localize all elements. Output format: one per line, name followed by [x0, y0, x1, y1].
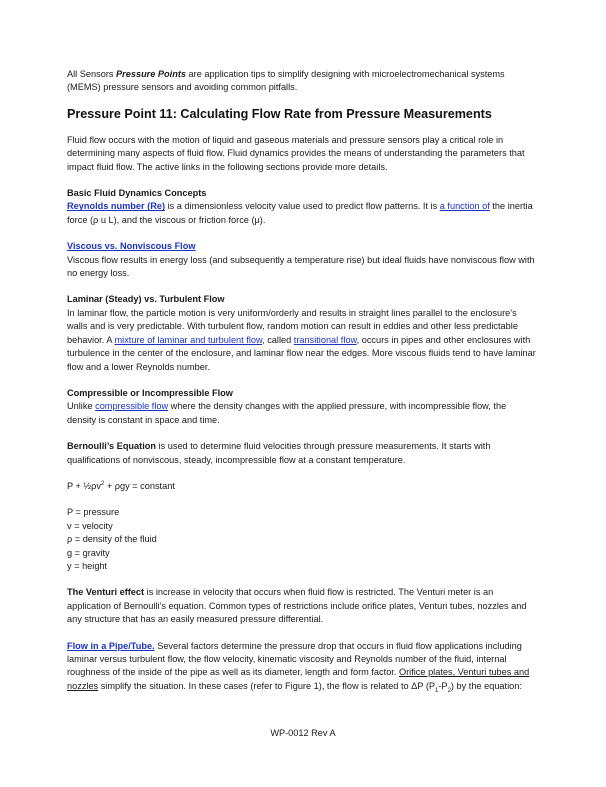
laminar-heading: Laminar (Steady) vs. Turbulent Flow	[67, 294, 225, 305]
laminar-section	[67, 293, 537, 373]
bernoulli-paragraph	[67, 440, 537, 467]
definition-item: y = height	[67, 560, 108, 571]
mixture-flow-link[interactable]: mixture of laminar and turbulent flow	[114, 334, 263, 345]
definition-item: ρ = density of the fluid	[67, 534, 157, 545]
compressible-text-2: where the density changes with the applied pressure, with incompressible flow, the density is constant in space and time.	[67, 401, 507, 425]
pipe-dash: -P	[438, 680, 448, 691]
viscous-heading-link[interactable]: Viscous vs. Nonviscous Flow	[67, 241, 196, 252]
bernoulli-term: Bernoulli’s Equation	[67, 441, 156, 452]
intro-text-end: are application tips to simplify designing with microelectromechanical systems (MEMS) pressure sensors and avoiding common pitfalls.	[67, 69, 505, 93]
compressible-flow-link[interactable]: compressible flow	[95, 401, 169, 412]
laminar-text-2: , called	[262, 334, 294, 345]
basics-heading: Basic Fluid Dynamics Concepts	[67, 188, 207, 199]
definition-item: v = velocity	[67, 520, 113, 531]
pipe-text-3: ) by the equation:	[450, 680, 522, 691]
subscript-2: 2	[447, 687, 451, 694]
page-footer: WP-0012 Rev A	[270, 728, 336, 738]
document-body	[67, 68, 537, 706]
pipe-flow-paragraph	[67, 640, 537, 694]
restrictions-underlined: Orifice plates, Venturi tubes and nozzles	[67, 667, 530, 691]
overview-paragraph: Fluid flow occurs with the motion of liquid and gaseous materials and pressure sensors play a critical role in determining many aspects of fluid flow. Fluid dynamics provides the means of understanding the parameters that impact fluid flow. The active links in the following sections provide more details.	[67, 134, 525, 172]
laminar-text-1: In laminar flow, the particle motion is very uniform/orderly and results in straight lines parallel to the enclosure’s walls and is very predictable. With turbulent flow, random motion can result in eddies and other less predictable behavior. A	[67, 307, 518, 345]
venturi-term: The Venturi effect	[67, 587, 145, 598]
reynolds-text-2: the inertia force (ρ u L), and the viscous or friction force (μ).	[67, 201, 533, 225]
compressible-section	[67, 387, 537, 427]
brand-name: Pressure Points	[116, 69, 186, 79]
viscous-text: Viscous flow results in energy loss (and subsequently a temperature rise) but ideal fluids have nonviscous flow with no energy loss.	[67, 254, 535, 279]
equation-start: P + ½ρv	[67, 480, 101, 491]
reynolds-text-1: is a dimensionless velocity value used to predict flow patterns. It is	[165, 201, 440, 212]
pipe-flow-link[interactable]: Flow in a Pipe/Tube.	[67, 640, 155, 651]
reynolds-number-link[interactable]: Reynolds number (Re)	[67, 201, 166, 212]
venturi-paragraph	[67, 586, 537, 626]
venturi-text: is increase in velocity that occurs when fluid flow is restricted. The Venturi meter is an application of Bernoulli’s equation. Common types of restrictions include orifice plates, Venturi tubes, nozzles and any structure that has an easily measured pressure differential.	[67, 587, 527, 625]
page-title: Pressure Point 11: Calculating Flow Rate from Pressure Measurements	[67, 106, 492, 121]
bernoulli-equation	[67, 480, 537, 493]
viscous-section	[67, 240, 537, 280]
compressible-heading: Compressible or Incompressible Flow	[67, 387, 233, 398]
intro-paragraph	[67, 68, 537, 95]
intro-text-start: All Sensors	[67, 69, 117, 79]
basics-section	[67, 187, 537, 227]
bernoulli-text: is used to determine fluid velocities through pressure measurements. It starts with qualifications of nonviscous, steady, incompressible flow at a constant temperature.	[67, 441, 491, 465]
compressible-text-1: Unlike	[67, 401, 96, 412]
function-of-link[interactable]: a function of	[439, 201, 490, 212]
pipe-text-2: simplify the situation. In these cases (refer to Figure 1), the flow is related to ΔP (P	[98, 680, 436, 691]
equation-superscript: 2	[100, 480, 105, 487]
subscript-1: 1	[435, 687, 439, 694]
definition-item: P = pressure	[67, 507, 120, 518]
transitional-flow-link[interactable]: transitional flow	[293, 334, 357, 345]
laminar-text-3: , occurs in pipes and other enclosures with turbulence in the center of the enclosure, and laminar flow near the edges. More viscous fluids tend to have laminar flow and a lower Reynolds number.	[67, 334, 536, 372]
variable-definitions	[67, 506, 537, 573]
equation-end: + ρgy = constant	[104, 480, 175, 491]
definition-item: g = gravity	[67, 547, 110, 558]
pipe-text-1: Several factors determine the pressure drop that occurs in fluid flow applications including laminar versus turbulent flow, the flow velocity, kinematic viscosity and Reynolds number of the fluid, internal roughness of the inside of the pipe as well as its diameter, length and form factor.	[67, 640, 522, 678]
